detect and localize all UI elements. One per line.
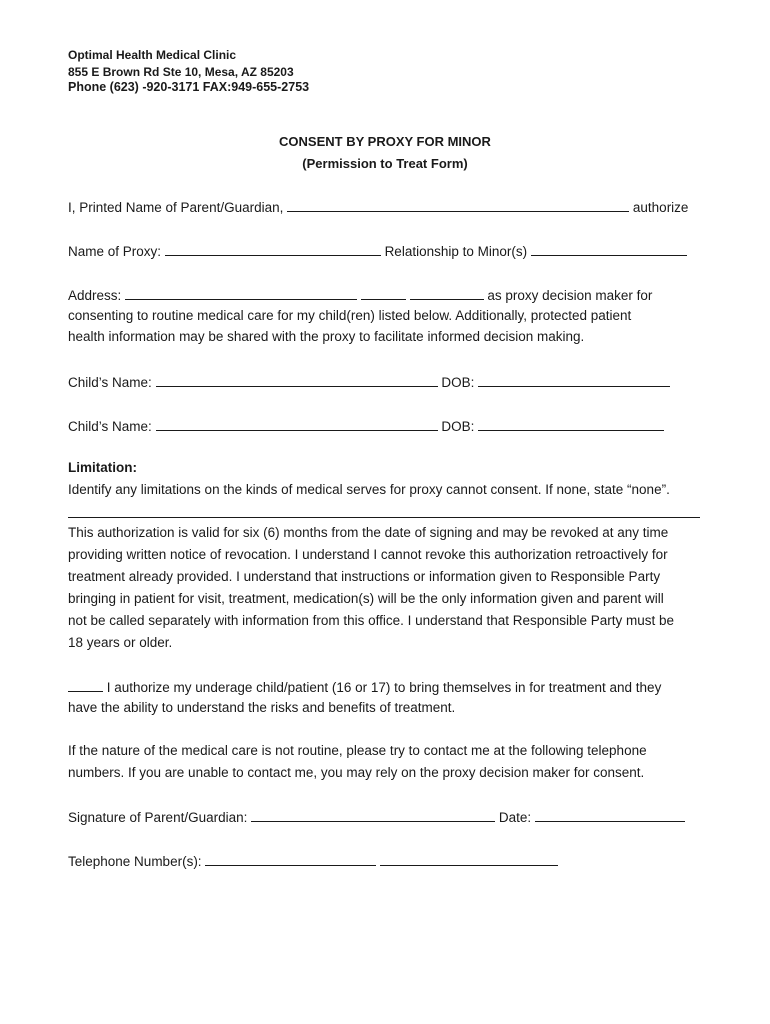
underage-row [68,678,661,695]
proxy-name-field[interactable] [165,242,381,256]
authorization-line: treatment already provided. I understand that instructions or information given to Responsible Party [68,569,661,584]
guardian-label: I, Printed Name of Parent/Guardian, [68,200,284,215]
form-title: CONSENT BY PROXY FOR MINOR [279,134,491,149]
nonroutine-line-1: If the nature of the medical care is not routine, please try to contact me at the following telephone [68,743,647,758]
consent-line-3: health information may be shared with the proxy to facilitate informed decision making. [68,329,585,344]
proxy-row [68,242,687,259]
guardian-row [68,198,688,215]
guardian-name-field[interactable] [287,198,629,212]
signature-field[interactable] [251,808,495,822]
authorization-line: bringing in patient for visit, treatment, medication(s) will be the only information given and parent will [68,591,664,606]
dob-label: DOB: [441,419,475,434]
address-suffix: as proxy decision maker for [487,288,653,303]
address-street-field[interactable] [125,286,357,300]
clinic-name: Optimal Health Medical Clinic [68,48,237,62]
limitation-field[interactable] [68,517,700,518]
child-name-field[interactable] [156,417,438,431]
dob-field[interactable] [478,417,664,431]
authorization-line: This authorization is valid for six (6) months from the date of signing and may be revoked at any time [68,525,669,540]
consent-line-2: consenting to routine medical care for my child(ren) listed below. Additionally, protected patient [68,308,632,323]
telephone-row [68,852,558,869]
date-field[interactable] [535,808,685,822]
telephone-field-1[interactable] [205,852,376,866]
address-zip-field[interactable] [410,286,484,300]
relationship-label: Relationship to Minor(s) [384,244,528,259]
child-label: Child’s Name: [68,375,152,390]
child-row-1 [68,373,670,390]
clinic-phone: Phone (623) -920-3171 FAX:949-655-2753 [68,80,310,94]
child-name-field[interactable] [156,373,438,387]
authorization-line: 18 years or older. [68,635,173,650]
clinic-address: 855 E Brown Rd Ste 10, Mesa, AZ 85203 [68,65,294,79]
authorization-line: providing written notice of revocation. I understand I cannot revoke this authorization retroactively for [68,547,668,562]
address-row [68,286,652,303]
nonroutine-line-2: numbers. If you are unable to contact me, you may rely on the proxy decision maker for consent. [68,765,645,780]
limitation-text: Identify any limitations on the kinds of medical serves for proxy cannot consent. If none, state “none”. [68,482,670,497]
date-label: Date: [498,810,532,825]
child-row-2 [68,417,664,434]
relationship-field[interactable] [531,242,687,256]
dob-field[interactable] [478,373,670,387]
underage-initials-field[interactable] [68,678,103,692]
authorization-line: not be called separately with information from this office. I understand that Responsible Party must be [68,613,675,628]
address-city-field[interactable] [361,286,406,300]
authorize-text: authorize [632,200,689,215]
limitation-heading: Limitation: [68,460,137,475]
address-label: Address: [68,288,122,303]
signature-row [68,808,685,825]
underage-line-2: have the ability to understand the risks and benefits of treatment. [68,700,456,715]
telephone-label: Telephone Number(s): [68,854,202,869]
telephone-field-2[interactable] [380,852,558,866]
child-label: Child’s Name: [68,419,152,434]
signature-label: Signature of Parent/Guardian: [68,810,248,825]
underage-text: I authorize my underage child/patient (16 or 17) to bring themselves in for treatment and they [106,680,662,695]
proxy-label: Name of Proxy: [68,244,162,259]
form-subtitle: (Permission to Treat Form) [302,156,468,171]
dob-label: DOB: [441,375,475,390]
